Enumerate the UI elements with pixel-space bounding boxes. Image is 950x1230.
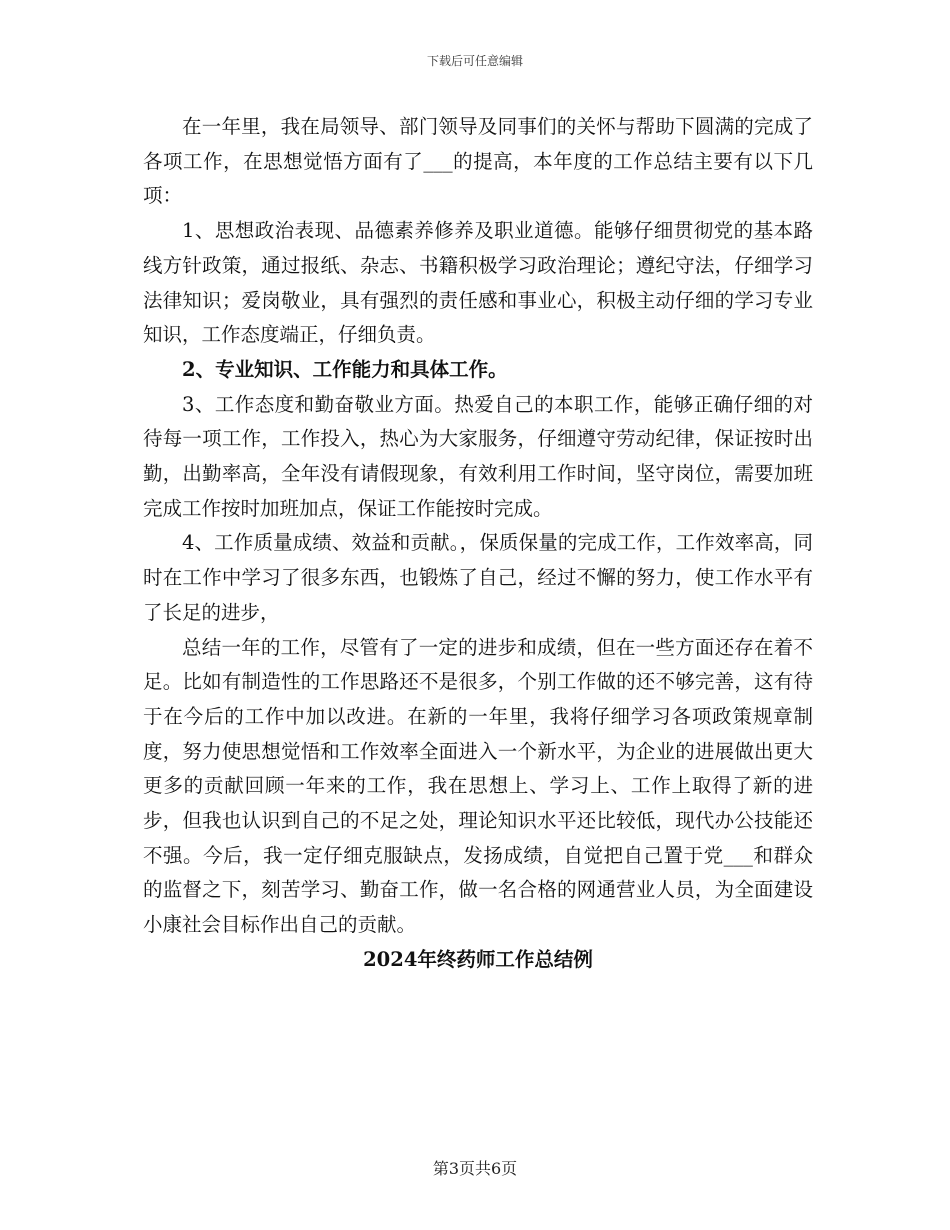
document-body <box>143 110 813 978</box>
page-footer: 第3页共6页 <box>432 1159 518 1178</box>
paragraph-intro: 在一年里，我在局领导、部门领导及同事们的关怀与帮助下圆满的完成了各项工作，在思想觉悟方面有了___的提高，本年度的工作总结主要有以下几项： <box>143 115 813 208</box>
page-header: 下载后可任意编辑 <box>426 54 523 68</box>
paragraph-item-1: 1、思想政治表现、品德素养修养及职业道德。能够仔细贯彻党的基本路线方针政策，通过报纸、杂志、书籍积极学习政治理论；遵纪守法，仔细学习法律知识；爱岗敬业，具有强烈的责任感和事业心，积极主动仔细的学习专业知识，工作态度端正，仔细负责。 <box>143 219 813 347</box>
paragraph-summary: 总结一年的工作，尽管有了一定的进步和成绩，但在一些方面还存在着不足。比如有制造性的工作思路还不是很多，个别工作做的还不够完善，这有待于在今后的工作中加以改进。在新的一年里，我将仔细学习各项政策规章制度，努力使思想觉悟和工作效率全面进入一个新水平，为企业的进展做出更大更多的贡献回顾一年来的工作，我在思想上、学习上、工作上取得了新的进步，但我也认识到自己的不足之处，理论知识水平还比较低，现代办公技能还不强。今后，我一定仔细克服缺点，发扬成绩，自觉把自己置于党___和群众的监督之下，刻苦学习、勤奋工作，做一名合格的网通营业人员，为全面建设小康社会目标作出自己的贡献。 <box>143 635 813 937</box>
paragraph-item-2-heading: 2、专业知识、工作能力和具体工作。 <box>182 357 508 381</box>
section-title: 2024年终药师工作总结例 <box>363 947 593 971</box>
paragraph-item-4: 4、工作质量成绩、效益和贡献。，保质保量的完成工作，工作效率高，同时在工作中学习了很多东西，也锻炼了自己，经过不懈的努力，使工作水平有了长足的进步， <box>143 531 813 624</box>
paragraph-item-3: 3、工作态度和勤奋敬业方面。热爱自己的本职工作，能够正确仔细的对待每一项工作，工作投入，热心为大家服务，仔细遵守劳动纪律，保证按时出勤，出勤率高，全年没有请假现象，有效利用工作时间，坚守岗位，需要加班完成工作按时加班加点，保证工作能按时完成。 <box>143 392 813 520</box>
